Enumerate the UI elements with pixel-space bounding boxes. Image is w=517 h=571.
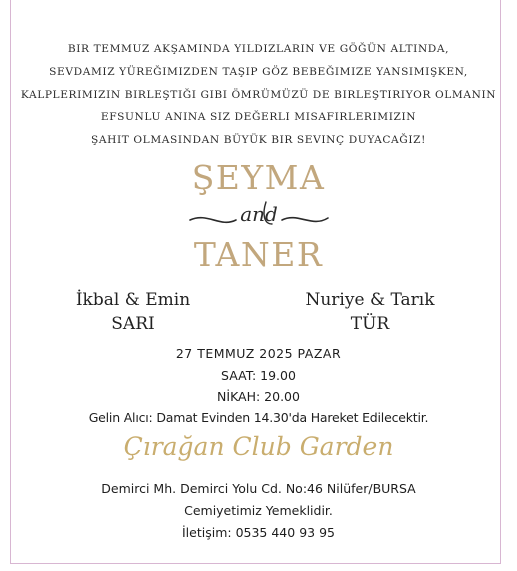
dinner-note: Cemiyetimiz Yemeklidir. <box>184 503 333 518</box>
bride-parents-names: İkbal & Emin <box>75 290 191 310</box>
and-word: and <box>240 202 278 226</box>
intro-line: BIR TEMMUZ AKŞAMINDA YILDIZLARIN VE GÖĞÜN ALTINDA, <box>67 43 450 55</box>
groom-parents-surname: TÜR <box>350 314 390 334</box>
intro-line: ŞAHIT OLMASINDAN BÜYÜK BIR SEVINÇ DUYACAĞIZ! <box>91 134 426 147</box>
intro-line: EFSUNLU ANINA SIZ DEĞERLI MISAFIRLERIMIZIN <box>100 111 417 124</box>
bride-pickup-note: Gelin Alıcı: Damat Evinden 14.30'da Hareket Edilecektir. <box>88 410 429 425</box>
event-date: 27 TEMMUZ 2025 PAZAR <box>175 346 342 361</box>
contact-phone: İletişim: 0535 440 93 95 <box>182 525 335 540</box>
event-time: SAAT: 19.00 <box>221 368 296 383</box>
and-flourish <box>188 198 330 238</box>
bride-parents-surname: SARI <box>111 314 155 334</box>
venue-address: Demirci Mh. Demirci Yolu Cd. No:46 Nilüfer/BURSA <box>101 481 416 496</box>
groom-parents-names: Nuriye & Tarık <box>305 290 435 310</box>
bride-name: ŞEYMA <box>191 158 326 197</box>
groom-parents <box>280 288 460 336</box>
nikah-time: NİKAH: 20.00 <box>217 389 300 404</box>
intro-text <box>0 38 517 152</box>
groom-name: TANER <box>193 235 324 274</box>
bride-parents <box>43 288 223 336</box>
venue-name: Çırağan Club Garden <box>123 432 394 461</box>
intro-line: KALPLERIMIZIN BIRLEŞTIĞI GIBI ÖMRÜMÜZÜ DE BIRLEŞTIRIYOR OLMANIN <box>20 88 497 101</box>
intro-line: SEVDAMIZ YÜREĞIMIZDEN TAŞIP GÖZ BEBEĞIMIZE YANSIMIŞKEN, <box>49 65 468 78</box>
